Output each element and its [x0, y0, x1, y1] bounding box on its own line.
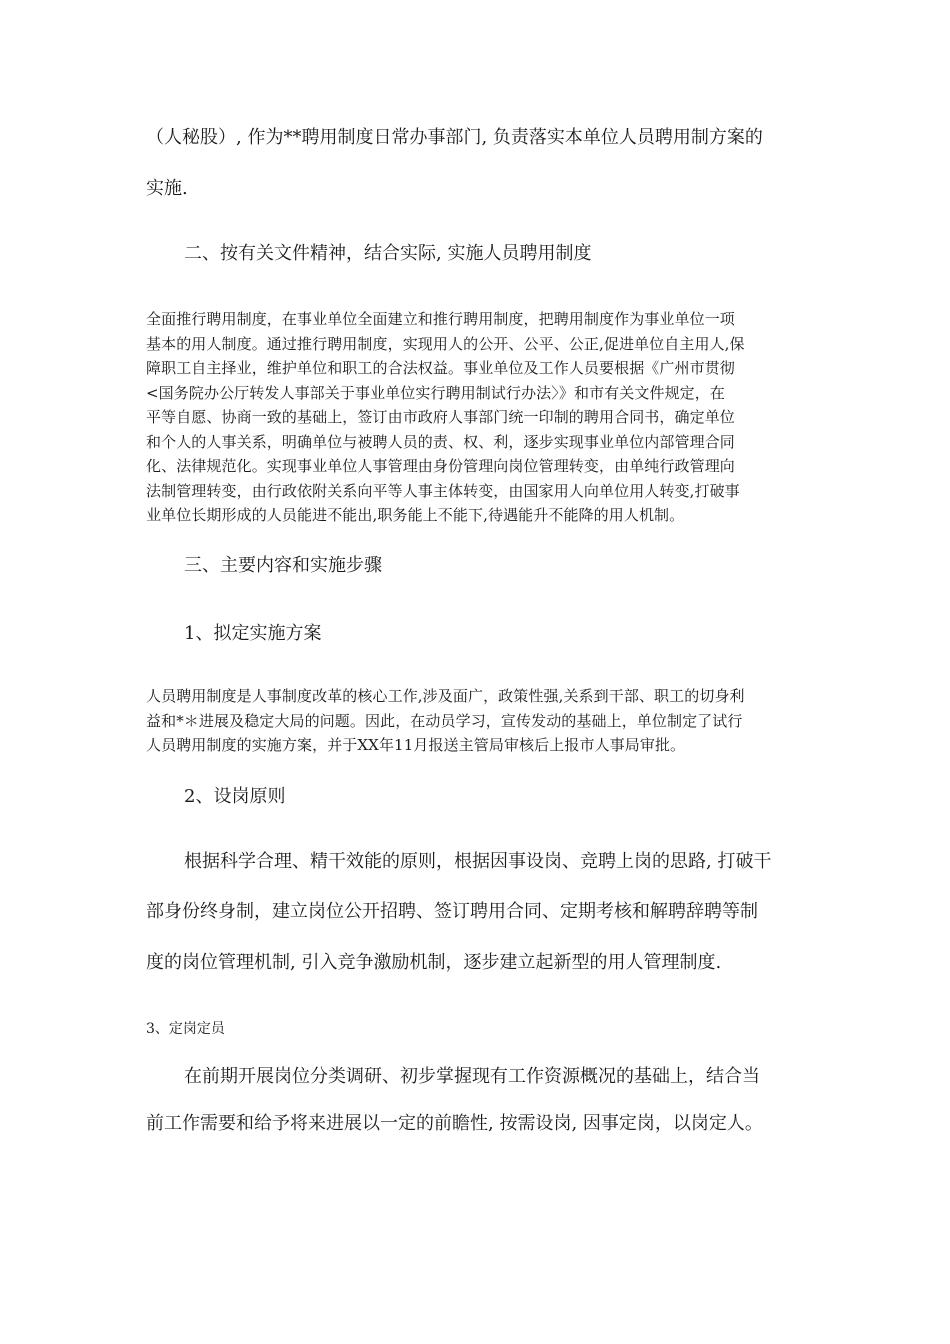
paragraph-line: 人员聘用制度是人事制度改革的核心工作,涉及面广，政策性强,关系到干部、职工的切身利: [146, 687, 745, 705]
paragraph-line: 度的岗位管理机制, 引入竞争激励机制，逐步建立起新型的用人管理制度.: [146, 952, 722, 973]
paragraph-line: 在前期开展岗位分类调研、初步掌握现有工作资源概况的基础上，结合当: [184, 1066, 760, 1087]
paragraph-line: 根据科学合理、精干效能的原则，根据因事设岗、竞聘上岗的思路, 打破干: [184, 851, 772, 872]
paragraph-line: 前工作需要和给予将来进展以一定的前瞻性, 按需设岗, 因事定岗，以岗定人。: [146, 1113, 763, 1134]
paragraph-line: 化、法律规范化。实现事业单位人事管理由身份管理向岗位管理转变，由单纯行政管理向: [146, 457, 735, 475]
paragraph-line: 实施.: [146, 178, 188, 199]
section-heading: 三、主要内容和实施步骤: [184, 555, 382, 576]
body-paragraph: [146, 684, 806, 758]
paragraph-line: <国务院办公厅转发人事部关于事业单位实行聘用制试行办法〉》和市有关文件规定，在: [146, 383, 725, 402]
paragraph-line: 基本的用人制度。通过推行聘用制度，实现用人的公开、公平、公正,促进单位自主用人,保: [146, 334, 745, 353]
section-heading: 二、按有关文件精神，结合实际, 实施人员聘用制度: [184, 243, 592, 264]
paragraph-line: 业单位长期形成的人员能进不能出,职务能上不能下,待遇能升不能降的用人机制。: [146, 506, 685, 524]
paragraph-line: （人秘股）, 作为**聘用制度日常办事部门, 负责落实本单位人员聘用制方案的: [146, 127, 763, 148]
paragraph-line: 和个人的人事关系，明确单位与被聘人员的责、权、利，逐步实现事业单位内部管理合同: [146, 432, 735, 451]
paragraph-line: 人员聘用制度的实施方案，并于XX年11月报送主管局审核后上报市人事局审批。: [146, 736, 686, 754]
paragraph-line: 益和*＊进展及稳定大局的问题。因此，在动员学习，宣传发动的基础上，单位制定了试行: [146, 711, 743, 730]
paragraph-line: 全面推行聘用制度，在事业单位全面建立和推行聘用制度，把聘用制度作为事业单位一项: [146, 310, 735, 328]
paragraph-line: 法制管理转变，由行政依附关系向平等人事主体转变，由国家用人向单位用人转变,打破事: [146, 481, 740, 500]
body-paragraph: [146, 307, 806, 528]
subsection-heading: 1、拟定实施方案: [184, 623, 322, 644]
paragraph-line: 障职工自主择业，维护单位和职工的合法权益。事业单位及工作人员要根据《广州市贯彻: [146, 359, 735, 377]
subsection-heading: 2、设岗原则: [184, 786, 286, 807]
subsection-heading: 3、定岗定员: [146, 1021, 225, 1037]
paragraph-line: 平等自愿、协商一致的基础上，签订由市政府人事部门统一印制的聘用合同书，确定单位: [146, 408, 735, 426]
paragraph-line: 部身份终身制，建立岗位公开招聘、签订聘用合同、定期考核和解聘辞聘等制: [146, 901, 758, 922]
